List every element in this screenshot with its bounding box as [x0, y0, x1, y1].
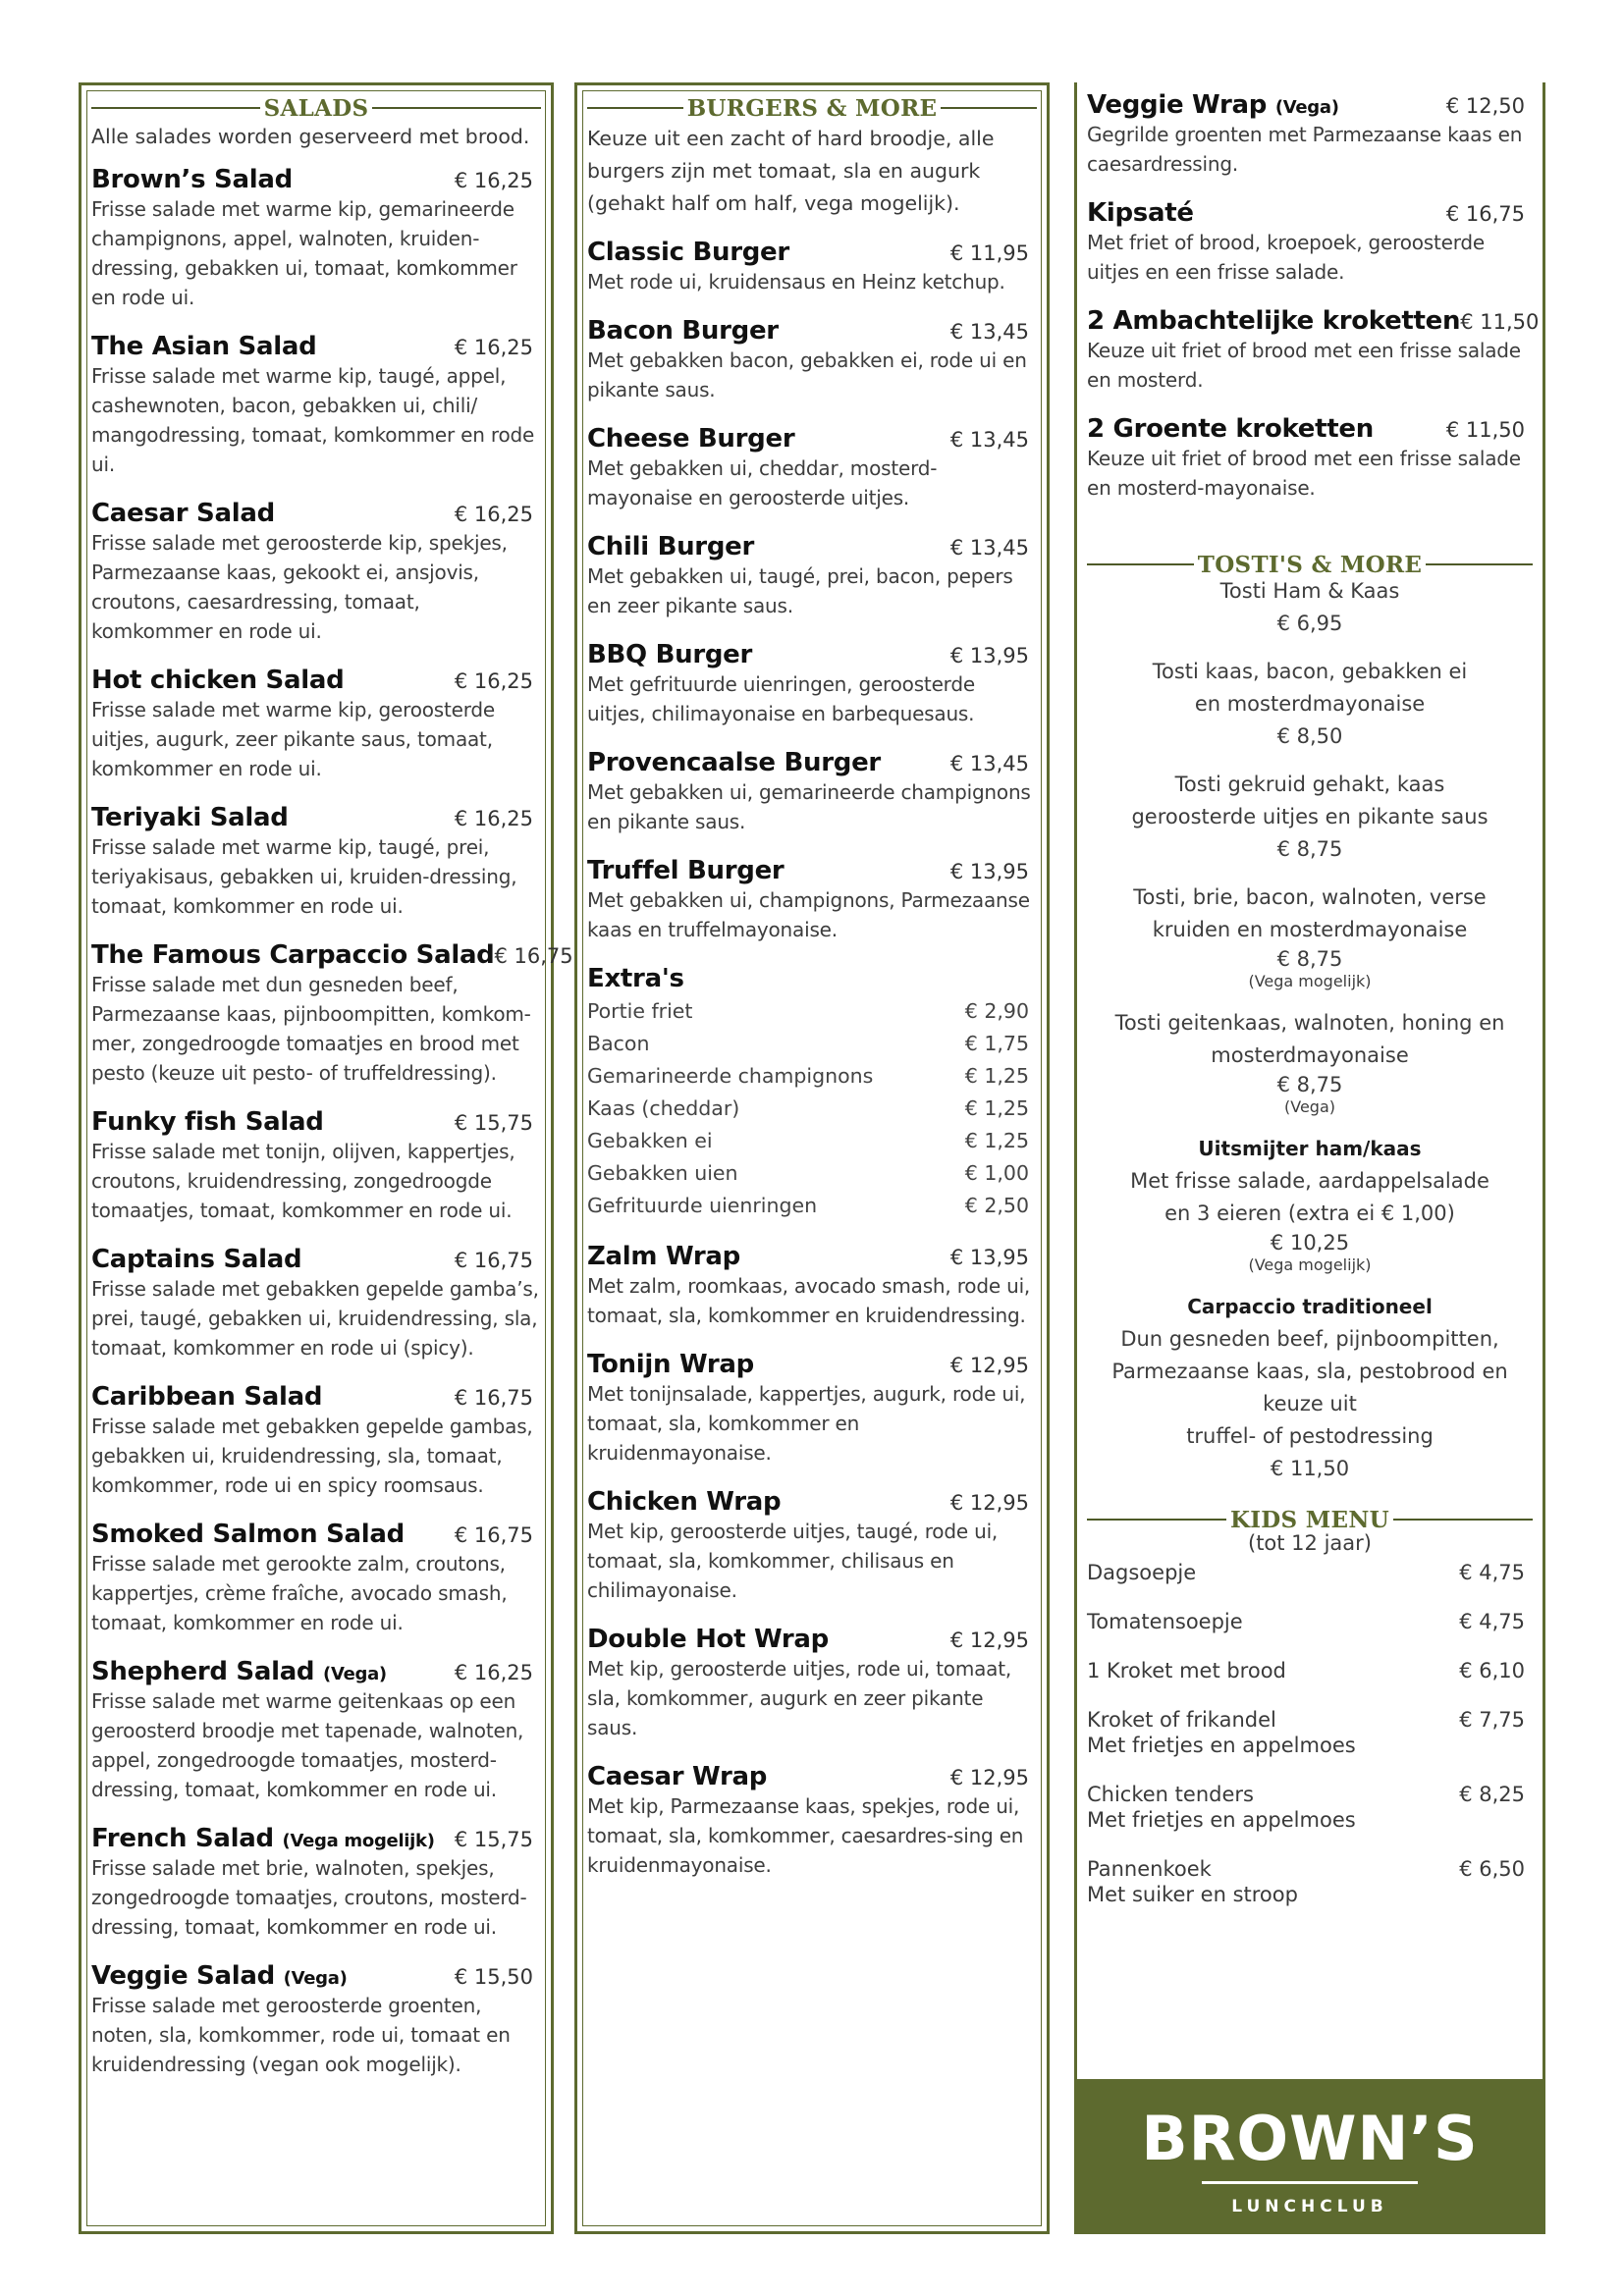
- menu-item-price: € 13,45: [949, 752, 1029, 775]
- kids-price: € 6,10: [1459, 1659, 1525, 1682]
- menu-item-title: Classic Burger: [587, 238, 789, 267]
- tosti-line: Tosti, brie, bacon, walnoten, verse: [1133, 885, 1487, 909]
- menu-item-name: [587, 856, 784, 885]
- menu-item-description: Met kip, geroosterde uitjes, rode ui, tomaat, sla, komkommer, augurk en zeer pikante saus.: [587, 1657, 1012, 1739]
- menu-item-description: Frisse salade met gebakken gepelde gamba’s, prei, taugé, gebakken ui, kruidendressing, sla, tomaat, komkommer en rode ui (spicy).: [91, 1277, 539, 1360]
- tosti-price: € 6,95: [1276, 612, 1343, 635]
- menu-item: [587, 1487, 1037, 1605]
- menu-item-name: [587, 1487, 781, 1517]
- extra-price: € 1,25: [964, 1129, 1029, 1152]
- menu-item-head: [587, 1487, 1037, 1517]
- extra-row: [587, 1125, 1037, 1157]
- menu-item: [587, 856, 1037, 944]
- carpaccio-title: Carpaccio traditioneel: [1187, 1295, 1433, 1318]
- header-rule: [1087, 563, 1194, 565]
- menu-item-description: Frisse salade met dun gesneden beef, Parmezaanse kaas, pijnboompitten, komkom-mer, zongedroogde tomaatjes en brood met pesto (keuze uit pesto- of truffeldressing).: [91, 973, 531, 1085]
- menu-item-head: [91, 1382, 541, 1412]
- menu-item-description: Met tonijnsalade, kappertjes, augurk, rode ui, tomaat, sla, komkommer en kruidenmayonaise.: [587, 1382, 1026, 1465]
- menu-item-title: The Asian Salad: [91, 332, 317, 361]
- menu-item-title: French Salad: [91, 1824, 274, 1853]
- tosti-note: (Vega mogelijk): [1248, 972, 1372, 990]
- menu-item-head: [587, 316, 1037, 346]
- menu-item-price: € 13,45: [949, 320, 1029, 344]
- wrap-list: [587, 1242, 1037, 1880]
- menu-item-name: [587, 238, 789, 267]
- kids-name: Chicken tenders: [1087, 1783, 1254, 1806]
- uitsmijter-price: € 10,25: [1270, 1231, 1350, 1255]
- menu-item: [587, 1350, 1037, 1468]
- extra-row: [587, 1093, 1037, 1125]
- menu-item-description: Met gebakken ui, champignons, Parmezaanse kaas en truffelmayonaise.: [587, 888, 1030, 941]
- menu-item-title: Chicken Wrap: [587, 1487, 782, 1517]
- menu-item: [91, 940, 573, 1088]
- menu-item-description: Frisse salade met tonijn, olijven, kappertjes, croutons, kruidendressing, zongedroogde tomaatjes, tomaat, komkommer en rode ui.: [91, 1140, 515, 1222]
- carpaccio-line: truffel- of pestodressing: [1186, 1424, 1434, 1448]
- extra-name: Kaas (cheddar): [587, 1096, 740, 1120]
- extra-name: Portie friet: [587, 999, 693, 1023]
- menu-item-price: € 16,25: [454, 807, 533, 830]
- menu-item-description: Met kip, Parmezaanse kaas, spekjes, rode ui, tomaat, sla, komkommer, caesardres-sing en kruidenmayonaise.: [587, 1794, 1024, 1877]
- menu-item: [91, 1657, 541, 1804]
- header-rule: [1426, 563, 1533, 565]
- tosti-item: [1087, 656, 1533, 753]
- menu-item: [91, 1382, 541, 1500]
- kids-row: [1087, 1658, 1533, 1683]
- menu-item-price: € 16,25: [454, 169, 533, 192]
- menu-item: [587, 238, 1037, 296]
- menu-item-name: [1087, 198, 1194, 228]
- menu-item-name: [1087, 90, 1339, 120]
- menu-item-description: Met zalm, roomkaas, avocado smash, rode ui, tomaat, sla, komkommer en kruidendressing.: [587, 1274, 1031, 1327]
- menu-item-name: [91, 803, 289, 832]
- tosti-note: (Vega): [1284, 1097, 1335, 1116]
- extras-block: [587, 964, 1037, 1222]
- salads-header: [91, 91, 541, 125]
- uitsmijter-title: Uitsmijter ham/kaas: [1198, 1137, 1422, 1160]
- tosti-line: kruiden en mosterdmayonaise: [1152, 918, 1468, 941]
- extra-name: Gefrituurde uienringen: [587, 1194, 818, 1217]
- menu-item-price: € 15,75: [454, 1111, 533, 1135]
- menu-item-description: Met gefrituurde uienringen, geroosterde uitjes, chilimayonaise en barbequesaus.: [587, 672, 975, 725]
- extra-price: € 2,90: [964, 999, 1029, 1023]
- menu-item-description: Met gebakken ui, cheddar, mosterd-mayonaise en geroosterde uitjes.: [587, 456, 938, 509]
- tosti-line: en mosterdmayonaise: [1194, 692, 1426, 716]
- burgers-header: [587, 91, 1037, 125]
- extra-row: [587, 1028, 1037, 1060]
- menu-item-title: Brown’s Salad: [91, 165, 293, 194]
- menu-item-title: Shepherd Salad: [91, 1657, 315, 1686]
- menu-item-description: Met rode ui, kruidensaus en Heinz ketchup.: [587, 270, 1005, 294]
- kids-item: [1087, 1609, 1533, 1634]
- menu-item-name: [91, 165, 293, 194]
- menu-item-title: Veggie Salad: [91, 1961, 275, 1991]
- extra-price: € 2,50: [964, 1194, 1029, 1217]
- tosti-price: € 8,75: [1276, 837, 1343, 861]
- menu-item-name: [91, 1657, 387, 1686]
- menu-item-price: € 16,75: [1445, 202, 1525, 226]
- carpaccio-line: Dun gesneden beef, pijnboompitten,: [1120, 1327, 1499, 1351]
- kids-item: [1087, 1782, 1533, 1833]
- menu-item-description: Gegrilde groenten met Parmezaanse kaas en caesardressing.: [1087, 123, 1523, 176]
- menu-item-price: € 11,50: [1460, 310, 1540, 334]
- logo-rule: [1202, 2181, 1418, 2184]
- extra-price: € 1,25: [964, 1064, 1029, 1088]
- menu-item-name: [587, 532, 754, 561]
- section-title: BURGERS & MORE: [686, 94, 938, 122]
- menu-item: [91, 165, 541, 312]
- menu-item-price: € 15,50: [454, 1965, 533, 1989]
- menu-item-price: € 15,75: [454, 1828, 533, 1851]
- menu-item-tag: (Vega): [323, 1664, 387, 1684]
- menu-item: [587, 532, 1037, 620]
- menu-item-title: Veggie Wrap: [1087, 90, 1268, 120]
- menu-item-head: [91, 1520, 541, 1549]
- menu-item: [91, 1961, 541, 2079]
- menu-item-price: € 13,95: [949, 860, 1029, 883]
- menu-item-title: 2 Ambachtelijke kroketten: [1087, 306, 1461, 336]
- menu-item-price: € 11,50: [1445, 418, 1525, 442]
- kids-item: [1087, 1560, 1533, 1585]
- menu-item-name: [587, 748, 881, 777]
- menu-item-name: [1087, 414, 1374, 444]
- menu-item-head: [91, 1245, 541, 1274]
- menu-item-name: [1087, 306, 1460, 336]
- header-rule: [1393, 1519, 1533, 1521]
- kids-row: [1087, 1782, 1533, 1807]
- kids-price: € 7,75: [1459, 1708, 1525, 1732]
- menu-item-head: [587, 424, 1037, 454]
- kids-name: Kroket of frikandel: [1087, 1708, 1276, 1732]
- kids-sub: Met frietjes en appelmoes: [1087, 1808, 1356, 1832]
- menu-item: [91, 666, 541, 783]
- menu-item-title: Chili Burger: [587, 532, 754, 561]
- kids-name: Pannenkoek: [1087, 1857, 1212, 1881]
- uitsmijter-note: (Vega mogelijk): [1248, 1255, 1372, 1274]
- kids-price: € 4,75: [1459, 1610, 1525, 1633]
- kids-list: [1087, 1560, 1533, 1907]
- menu-item-title: Zalm Wrap: [587, 1242, 740, 1271]
- menu-item-head: [91, 803, 541, 832]
- menu-item-head: [587, 1762, 1037, 1791]
- menu-item-price: € 12,95: [949, 1629, 1029, 1652]
- menu-item: [91, 1824, 541, 1942]
- tosti-item: [1087, 769, 1533, 866]
- menu-item-head: [91, 1824, 541, 1853]
- menu-item-tag: (Vega): [283, 1968, 348, 1989]
- menu-item-title: Caesar Salad: [91, 499, 275, 528]
- tosti-line: mosterdmayonaise: [1211, 1043, 1409, 1067]
- menu-item-description: Frisse salade met brie, walnoten, spekjes, zongedroogde tomaatjes, croutons, mosterd-dressing, tomaat, komkommer en rode ui.: [91, 1856, 527, 1939]
- menu-item-price: € 13,45: [949, 428, 1029, 452]
- menu-item-price: € 16,25: [454, 503, 533, 526]
- menu-item-description: Frisse salade met warme kip, taugé, appel, cashewnoten, bacon, gebakken ui, chili/ mangodressing, tomaat, komkommer en rode ui.: [91, 364, 535, 476]
- extra-name: Bacon: [587, 1032, 650, 1055]
- tosti-line: Tosti kaas, bacon, gebakken ei: [1152, 660, 1468, 683]
- menu-item-head: [91, 1107, 541, 1137]
- menu-item: [91, 1245, 541, 1362]
- menu-item-name: [587, 640, 752, 669]
- menu-item: [91, 332, 541, 479]
- menu-item-price: € 12,95: [949, 1766, 1029, 1789]
- menu-item-description: Keuze uit friet of brood met een frisse salade en mosterd-mayonaise.: [1087, 447, 1521, 500]
- menu-item-head: [587, 1625, 1037, 1654]
- menu-item-price: € 16,75: [454, 1249, 533, 1272]
- menu-item-title: Provencaalse Burger: [587, 748, 881, 777]
- menu-item-head: [587, 1242, 1037, 1271]
- menu-item-head: [1087, 198, 1533, 228]
- tosti-price: € 8,75: [1276, 1073, 1343, 1096]
- kids-name: 1 Kroket met brood: [1087, 1659, 1286, 1682]
- extras-title: Extra's: [587, 964, 684, 993]
- menu-item-name: [91, 499, 275, 528]
- tosti-line: geroosterde uitjes en pikante saus: [1131, 805, 1489, 828]
- salads-column: [79, 82, 573, 2234]
- tosti-item: [1087, 1007, 1533, 1117]
- tosti-item: [1087, 575, 1533, 640]
- right-item-list: [1087, 90, 1540, 503]
- menu-item-name: [91, 1245, 301, 1274]
- menu-item-title: Truffel Burger: [587, 856, 785, 885]
- salad-list: [91, 165, 573, 2079]
- menu-item-price: € 12,95: [949, 1354, 1029, 1377]
- section-title: TOSTI'S & MORE: [1197, 551, 1423, 578]
- menu-item-tag: (Vega mogelijk): [282, 1831, 435, 1851]
- menu-item-description: Frisse salade met geroosterde kip, spekjes, Parmezaanse kaas, gekookt ei, ansjovis, croutons, caesardressing, tomaat, komkommer en rode ui.: [91, 531, 508, 643]
- menu-item-description: Met gebakken bacon, gebakken ei, rode ui en pikante saus.: [587, 348, 1027, 401]
- menu-item-name: [91, 666, 344, 695]
- logo-name: BROWN’S: [1141, 2103, 1479, 2174]
- menu-item-head: [91, 332, 541, 361]
- extra-row: [587, 1190, 1037, 1222]
- menu-item-title: BBQ Burger: [587, 640, 753, 669]
- extra-price: € 1,75: [964, 1032, 1029, 1055]
- burgers-intro: Keuze uit een zacht of hard broodje, alle burgers zijn met tomaat, sla en augurk (gehakt half om half, vega mogelijk).: [587, 127, 995, 215]
- menu-item-price: € 13,95: [949, 644, 1029, 667]
- logo-subtitle: LUNCHCLUB: [1231, 2197, 1388, 2216]
- menu-item-description: Frisse salade met gebakken gepelde gambas, gebakken ui, kruidendressing, sla, tomaat, komkommer, rode ui en spicy roomsaus.: [91, 1415, 533, 1497]
- menu-item: [1087, 306, 1540, 395]
- menu-item-title: Double Hot Wrap: [587, 1625, 829, 1654]
- uitsmijter-line: en 3 eieren (extra ei € 1,00): [1164, 1201, 1455, 1225]
- extra-name: Gemarineerde champignons: [587, 1064, 874, 1088]
- menu-item: [587, 640, 1037, 728]
- menu-item-title: The Famous Carpaccio Salad: [91, 940, 495, 970]
- menu-item: [587, 748, 1037, 836]
- menu-item-head: [91, 499, 541, 528]
- menu-item-name: [587, 1242, 740, 1271]
- kids-subtitle: (tot 12 jaar): [1248, 1531, 1372, 1555]
- menu-item-head: [91, 165, 541, 194]
- carpaccio-line: keuze uit: [1263, 1392, 1357, 1415]
- kids-sub: Met suiker en stroop: [1087, 1883, 1298, 1906]
- menu-item-name: [91, 1382, 322, 1412]
- kids-name: Dagsoepje: [1087, 1561, 1197, 1584]
- kids-item: [1087, 1707, 1533, 1758]
- tosti-list: [1087, 575, 1533, 1117]
- menu-item-name: [91, 1961, 348, 1991]
- menu-item-title: Caesar Wrap: [587, 1762, 768, 1791]
- menu-item-description: Met kip, geroosterde uitjes, taugé, rode ui, tomaat, sla, komkommer, chilisaus en chilimayonaise.: [587, 1520, 999, 1602]
- menu-item: [1087, 414, 1533, 503]
- menu-item-title: Kipsaté: [1087, 198, 1194, 228]
- menu-item-head: [91, 1657, 541, 1686]
- menu-item-price: € 16,25: [454, 336, 533, 359]
- menu-item-description: Frisse salade met warme kip, geroosterde uitjes, augurk, zeer pikante saus, tomaat, komkommer en rode ui.: [91, 698, 496, 780]
- extra-name: Gebakken ei: [587, 1129, 713, 1152]
- menu-item-price: € 12,95: [949, 1491, 1029, 1515]
- menu-item-price: € 16,25: [454, 1661, 533, 1684]
- menu-item-title: Cheese Burger: [587, 424, 795, 454]
- menu-item-description: Frisse salade met gerookte zalm, croutons, kappertjes, crème fraîche, avocado smash, tomaat, komkommer en rode ui.: [91, 1552, 508, 1634]
- menu-item: [91, 1520, 541, 1637]
- header-rule: [91, 107, 260, 109]
- kids-price: € 6,50: [1459, 1857, 1525, 1881]
- menu-item: [587, 1242, 1037, 1330]
- menu-item-head: [587, 640, 1037, 669]
- menu-item-description: Met gebakken ui, taugé, prei, bacon, pepers en zeer pikante saus.: [587, 564, 1013, 617]
- extra-row: [587, 1157, 1037, 1190]
- menu-item-name: [587, 1350, 754, 1379]
- menu-item-name: [587, 1762, 767, 1791]
- menu-item-price: € 16,75: [454, 1523, 533, 1547]
- tosti-line: Tosti gekruid gehakt, kaas: [1174, 773, 1445, 796]
- menu-item-title: Tonijn Wrap: [587, 1350, 754, 1379]
- menu-item-head: [91, 1961, 541, 1991]
- carpaccio-line: Parmezaanse kaas, sla, pestobrood en: [1111, 1360, 1508, 1383]
- section-title: SALADS: [263, 94, 369, 122]
- menu-item-price: € 16,75: [494, 944, 573, 968]
- menu-item-name: [587, 316, 779, 346]
- menu-item-head: [1087, 414, 1533, 444]
- menu-item: [587, 424, 1037, 512]
- menu-item: [587, 1762, 1037, 1880]
- extra-price: € 1,25: [964, 1096, 1029, 1120]
- menu-item-head: [91, 940, 573, 970]
- header-rule: [941, 107, 1037, 109]
- burger-list: [587, 238, 1037, 944]
- menu-item-description: Met friet of brood, kroepoek, geroosterde uitjes en een frisse salade.: [1087, 231, 1486, 284]
- menu-item-description: Frisse salade met warme kip, taugé, prei, teriyakisaus, gebakken ui, kruiden-dressing, tomaat, komkommer en rode ui.: [91, 835, 517, 918]
- kids-price: € 8,25: [1459, 1783, 1525, 1806]
- salads-intro: Alle salades worden geserveerd met brood.: [91, 125, 530, 148]
- menu-item-head: [587, 748, 1037, 777]
- menu-item-description: Met gebakken ui, gemarineerde champignons en pikante saus.: [587, 780, 1031, 833]
- carpaccio-block: [1087, 1291, 1533, 1485]
- menu-item-head: [1087, 90, 1533, 120]
- header-rule: [587, 107, 683, 109]
- header-rule: [372, 107, 541, 109]
- menu-item-title: Funky fish Salad: [91, 1107, 324, 1137]
- kids-row: [1087, 1560, 1533, 1585]
- menu-item-head: [1087, 306, 1540, 336]
- menu-item-head: [587, 856, 1037, 885]
- kids-item: [1087, 1658, 1533, 1683]
- menu-item-price: € 13,95: [949, 1246, 1029, 1269]
- menu-item-head: [91, 666, 541, 695]
- tosti-price: € 8,75: [1276, 947, 1343, 971]
- tosti-column: [1074, 82, 1545, 2234]
- menu-item-name: [91, 1107, 324, 1137]
- menu-item-description: Frisse salade met warme kip, gemarineerde champignons, appel, walnoten, kruiden-dressing, gebakken ui, tomaat, komkommer en rode ui.: [91, 197, 517, 309]
- kids-row: [1087, 1609, 1533, 1634]
- extras-list: [587, 995, 1037, 1222]
- tosti-price: € 8,50: [1276, 724, 1343, 748]
- menu-item-head: [587, 532, 1037, 561]
- menu-item: [91, 803, 541, 921]
- menu-item-price: € 11,95: [949, 241, 1029, 265]
- menu-item-title: Smoked Salmon Salad: [91, 1520, 405, 1549]
- menu-item: [91, 499, 541, 646]
- extra-name: Gebakken uien: [587, 1161, 738, 1185]
- kids-price: € 4,75: [1459, 1561, 1525, 1584]
- extra-row: [587, 1060, 1037, 1093]
- menu-item-tag: (Vega): [1274, 97, 1339, 118]
- menu-item-title: Bacon Burger: [587, 316, 779, 346]
- kids-row: [1087, 1707, 1533, 1733]
- burgers-column: [574, 82, 1050, 2234]
- menu-item-title: Caribbean Salad: [91, 1382, 323, 1412]
- menu-item-name: [587, 1625, 829, 1654]
- carpaccio-price: € 11,50: [1270, 1457, 1350, 1480]
- menu-item-head: [587, 238, 1037, 267]
- menu-item-name: [91, 332, 316, 361]
- header-rule: [1087, 1519, 1226, 1521]
- extra-price: € 1,00: [964, 1161, 1029, 1185]
- menu-item-name: [91, 940, 495, 970]
- menu-item: [91, 1107, 541, 1225]
- menu-item: [587, 1625, 1037, 1742]
- menu-item-name: [91, 1824, 435, 1853]
- menu-item-price: € 13,45: [949, 536, 1029, 560]
- menu-item-description: Frisse salade met geroosterde groenten, noten, sla, komkommer, rode ui, tomaat en kruidendressing (vegan ook mogelijk).: [91, 1994, 511, 2076]
- menu-item-head: [587, 1350, 1037, 1379]
- menu-item: [1087, 198, 1533, 287]
- menu-item-description: Frisse salade met warme geitenkaas op een geroosterd broodje met tapenade, walnoten, appel, zongedroogde tomaatjes, mosterd-dressing, tomaat, komkommer en rode ui.: [91, 1689, 524, 1801]
- menu-item-price: € 16,75: [454, 1386, 533, 1410]
- menu-item: [1087, 90, 1533, 179]
- menu-item-price: € 12,50: [1445, 94, 1525, 118]
- kids-row: [1087, 1856, 1533, 1882]
- menu-item-title: Teriyaki Salad: [91, 803, 289, 832]
- menu-item-title: 2 Groente kroketten: [1087, 414, 1374, 444]
- menu-item: [587, 316, 1037, 404]
- kids-item: [1087, 1856, 1533, 1907]
- extra-row: [587, 995, 1037, 1028]
- menu-item-title: Captains Salad: [91, 1245, 302, 1274]
- section-title: KIDS MENU: [1229, 1506, 1390, 1533]
- tosti-item: [1087, 881, 1533, 991]
- tosti-line: Tosti geitenkaas, walnoten, honing en: [1114, 1011, 1505, 1035]
- menu-item-description: Keuze uit friet of brood met een frisse salade en mosterd.: [1087, 339, 1521, 392]
- kids-name: Tomatensoepje: [1087, 1610, 1243, 1633]
- menu-item-price: € 16,25: [454, 669, 533, 693]
- uitsmijter-block: [1087, 1133, 1533, 1275]
- menu-item-name: [587, 424, 794, 454]
- uitsmijter-line: Met frisse salade, aardappelsalade: [1130, 1169, 1489, 1193]
- menu-item-name: [91, 1520, 405, 1549]
- tosti-line: Tosti Ham & Kaas: [1219, 579, 1400, 603]
- menu-item-title: Hot chicken Salad: [91, 666, 345, 695]
- kids-sub: Met frietjes en appelmoes: [1087, 1734, 1356, 1757]
- browns-logo: [1074, 2079, 1545, 2234]
